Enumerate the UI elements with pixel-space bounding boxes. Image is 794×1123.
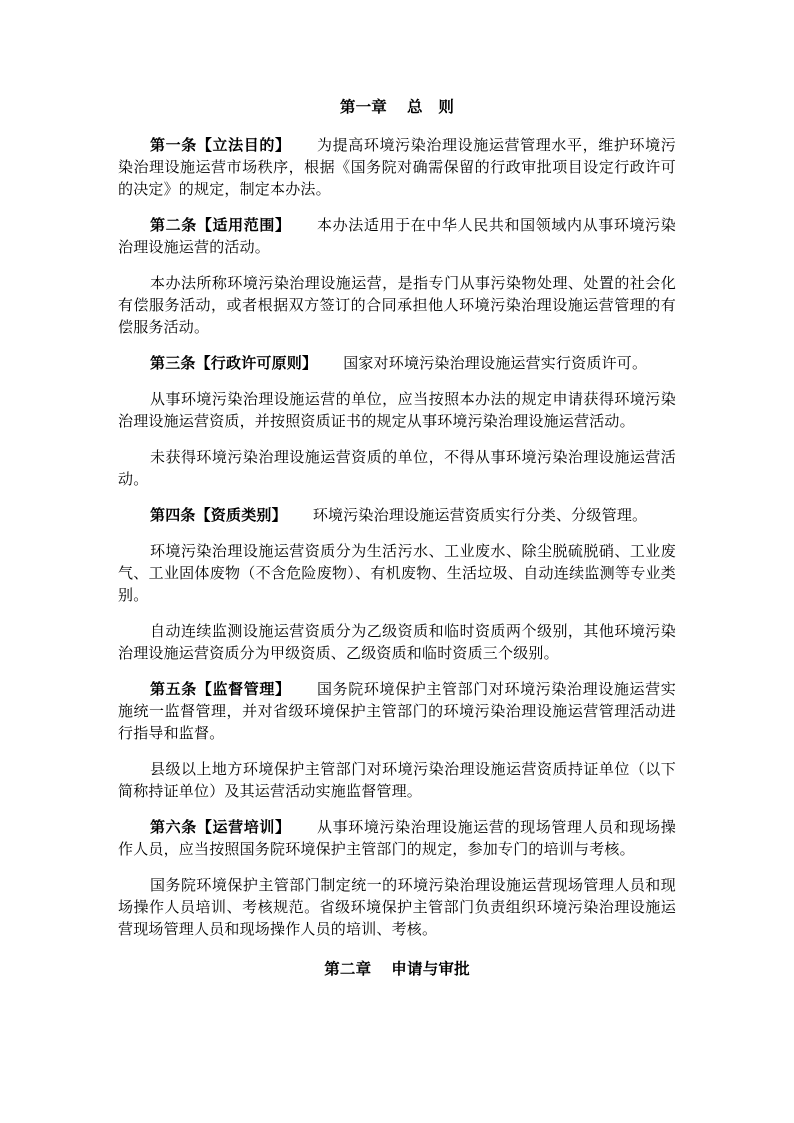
article-6-paragraph-2: 国务院环境保护主管部门制定统一的环境污染治理设施运营现场管理人员和现场操作人员培训、考核规范。省级环境保护主管部门负责组织环境污染治理设施运营现场管理人员和现场操作人员的培训、考核。 — [118, 876, 676, 938]
article-6-heading: 第六条【运营培训】 — [150, 818, 291, 836]
article-5-paragraph-2: 县级以上地方环境保护主管部门对环境污染治理设施运营资质持证单位（以下简称持证单位）及其运营活动实施监督管理。 — [118, 760, 676, 800]
article-4 — [118, 504, 676, 526]
article-2 — [118, 214, 676, 258]
article-2-text: 本办法适用于在中华人民共和国领域内从事环境污染治理设施运营的活动。 — [118, 216, 676, 256]
article-2-heading: 第二条【适用范围】 — [150, 216, 291, 234]
document-body — [118, 96, 676, 996]
article-3-paragraph-2: 从事环境污染治理设施运营的单位，应当按照本办法的规定申请获得环境污染治理设施运营资质，并按照资质证书的规定从事环境污染治理设施运营活动。 — [118, 390, 676, 430]
article-3 — [118, 352, 676, 374]
article-1-heading: 第一条【立法目的】 — [150, 136, 291, 154]
article-6-text: 从事环境污染治理设施运营的现场管理人员和现场操作人员，应当按照国务院环境保护主管部门的规定，参加专门的培训与考核。 — [118, 818, 676, 858]
chapter-1-heading — [118, 96, 676, 118]
article-5 — [118, 678, 676, 744]
article-5-text: 国务院环境保护主管部门对环境污染治理设施运营实施统一监督管理，并对省级环境保护主管部门的环境污染治理设施运营管理活动进行指导和监督。 — [118, 680, 676, 742]
chapter-2-heading — [118, 958, 676, 980]
article-1-text: 为提高环境污染治理设施运营管理水平，维护环境污染治理设施运营市场秩序，根据《国务院对确需保留的行政审批项目设定行政许可的决定》的规定，制定本办法。 — [118, 136, 676, 198]
chapter-1-title: 总 则 — [407, 97, 455, 116]
article-3-heading: 第三条【行政许可原则】 — [150, 354, 318, 372]
chapter-2-title: 申请与审批 — [391, 959, 470, 978]
article-3-text: 国家对环境污染治理设施运营实行资质许可。 — [343, 354, 648, 372]
article-4-text: 环境污染治理设施运营资质实行分类、分级管理。 — [312, 506, 648, 524]
article-6 — [118, 816, 676, 860]
chapter-2-label: 第二章 — [324, 959, 372, 978]
article-4-paragraph-2: 环境污染治理设施运营资质分为生活污水、工业废水、除尘脱硫脱硝、工业废气、工业固体废物（不含危险废物）、有机废物、生活垃圾、自动连续监测等专业类别。 — [118, 542, 676, 604]
chapter-1-label: 第一章 — [339, 97, 387, 116]
article-2-paragraph-2: 本办法所称环境污染治理设施运营，是指专门从事污染物处理、处置的社会化有偿服务活动，或者根据双方签订的合同承担他人环境污染治理设施运营管理的有偿服务活动。 — [118, 274, 676, 336]
article-4-heading: 第四条【资质类别】 — [150, 506, 287, 524]
article-3-paragraph-3: 未获得环境污染治理设施运营资质的单位，不得从事环境污染治理设施运营活动。 — [118, 448, 676, 488]
article-1 — [118, 134, 676, 200]
article-5-heading: 第五条【监督管理】 — [150, 680, 291, 698]
article-4-paragraph-3: 自动连续监测设施运营资质分为乙级资质和临时资质两个级别，其他环境污染治理设施运营资质分为甲级资质、乙级资质和临时资质三个级别。 — [118, 622, 676, 662]
